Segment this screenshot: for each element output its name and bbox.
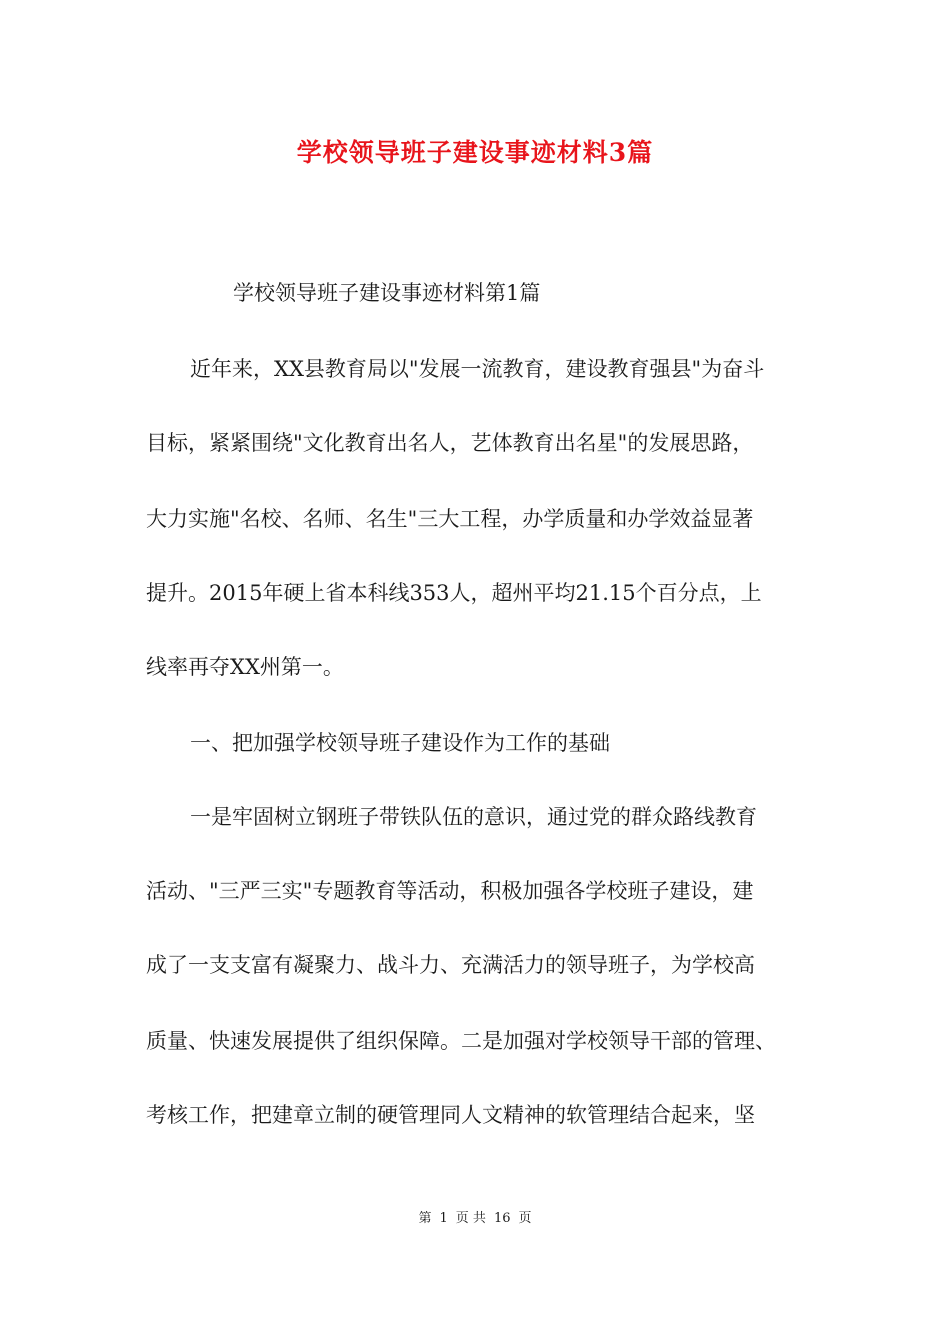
paragraph-line: 一是牢固树立钢班子带铁队伍的意识，通过党的群众路线教育: [190, 805, 757, 829]
footer-total-pages: 16: [493, 1211, 511, 1226]
section-heading: 一、把加强学校领导班子建设作为工作的基础: [190, 731, 610, 755]
paragraph-line: 成了一支支富有凝聚力、战斗力、充满活力的领导班子，为学校高: [146, 953, 755, 977]
paragraph-line: 活动、"三严三实"专题教育等活动，积极加强各学校班子建设，建: [146, 879, 754, 903]
section-subheading: 学校领导班子建设事迹材料第1篇: [233, 281, 541, 305]
document-title: 学校领导班子建设事迹材料3篇: [296, 138, 654, 167]
paragraph-line: 提升。2015年硬上省本科线353人，超州平均21.15个百分点，上: [146, 581, 762, 605]
paragraph-line: 目标，紧紧围绕"文化教育出名人，艺体教育出名星"的发展思路，: [146, 431, 754, 455]
footer-current-page: 1: [439, 1211, 448, 1226]
paragraph-line: 大力实施"名校、名师、名生"三大工程，办学质量和办学效益显著: [146, 507, 754, 531]
page-footer: [0, 1210, 950, 1228]
paragraph-line: 线率再夺XX州第一。: [146, 655, 344, 679]
paragraph-line: 质量、快速发展提供了组织保障。二是加强对学校领导干部的管理、: [146, 1029, 776, 1053]
paragraph-line: 近年来，XX县教育局以"发展一流教育，建设教育强县"为奋斗: [190, 357, 765, 381]
footer-suffix: 页: [518, 1211, 532, 1226]
footer-mid: 页 共: [455, 1211, 486, 1226]
footer-prefix: 第: [418, 1211, 432, 1226]
paragraph-line: 考核工作，把建章立制的硬管理同人文精神的软管理结合起来，坚: [146, 1103, 755, 1127]
